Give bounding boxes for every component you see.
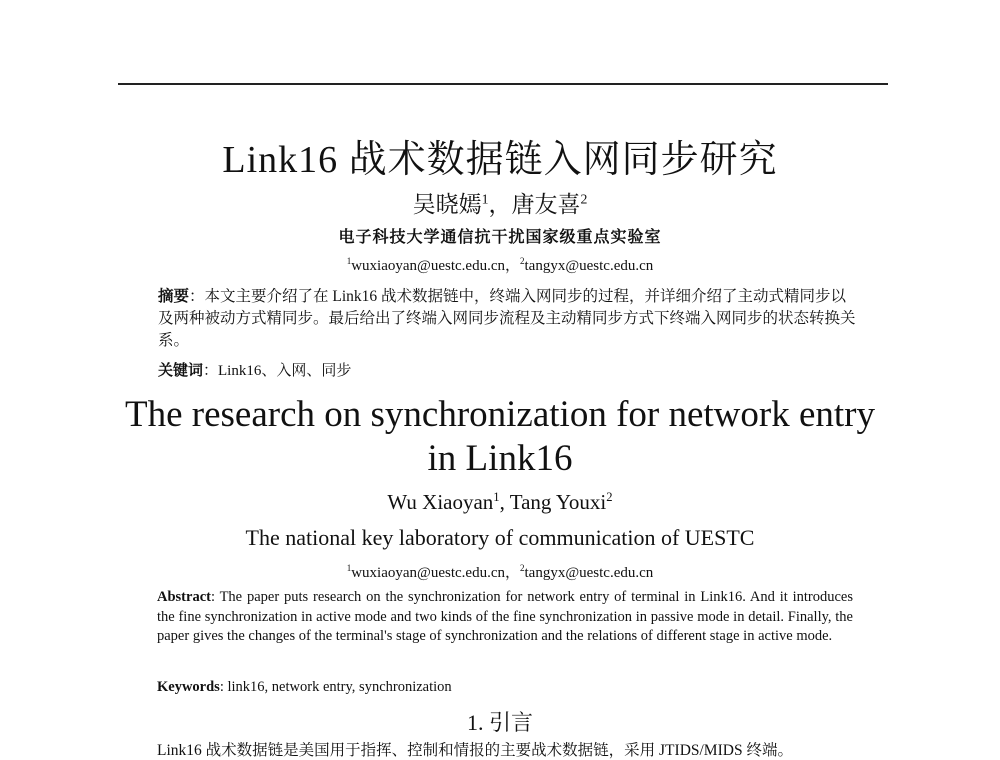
en-author-separator: , (499, 490, 510, 514)
en-abstract-text: : The paper puts research on the synchronization for network entry of terminal in Link16. And it introduces the fine synchronization in active mode and two kinds of the fine synchronization in passive mode in detail. Finally, the paper gives the changes of the terminal's stage of synchronization and the relations of different stage in active mode. (157, 589, 853, 644)
en-author-1: Wu Xiaoyan (387, 490, 494, 514)
chinese-keywords (158, 359, 351, 380)
section-heading: 1. 引言 (466, 710, 533, 735)
en-email-1: wuxiaoyan@uestc.edu.cn (351, 565, 505, 581)
cn-author-2: 唐友喜 (511, 192, 581, 217)
cn-abstract-label: 摘要 (158, 288, 190, 305)
cn-email-1: wuxiaoyan@uestc.edu.cn (351, 258, 505, 274)
english-abstract (157, 588, 853, 647)
header-rule (118, 83, 888, 85)
en-keywords-label: Keywords (157, 679, 220, 695)
en-keywords-text: : link16, network entry, synchronization (219, 679, 452, 695)
english-affiliation: The national key laboratory of communication of UESTC (245, 525, 755, 550)
cn-email-separator: ， (504, 258, 520, 274)
cn-email-1-sup: 1 (346, 256, 352, 266)
english-authors (0, 490, 1000, 515)
cn-keywords-label: 关键词 (158, 363, 204, 379)
chinese-abstract (158, 286, 858, 352)
cn-author-2-sup: 2 (580, 191, 588, 207)
cn-abstract-text: ：本文主要介绍了在 Link16 战术数据链中，终端入网同步的过程，并详细介绍了主动式精同步以及两种被动方式精同步。最后给出了终端入网同步流程及主动精同步方式下终端入网同步的状态转换关系。 (158, 288, 856, 349)
en-email-separator: ， (504, 565, 520, 581)
en-author-2: Tang Youxi (509, 490, 607, 514)
en-email-2: tangyx@uestc.edu.cn (524, 565, 654, 581)
cn-author-1: 吴晓嫣 (412, 192, 482, 217)
english-emails (0, 561, 1000, 582)
cn-email-2-sup: 2 (520, 256, 525, 266)
en-author-2-sup: 2 (606, 490, 613, 504)
en-abstract-label: Abstract (157, 589, 211, 605)
en-email-1-sup: 1 (346, 563, 352, 573)
cn-author-separator: ， (488, 192, 512, 217)
intro-paragraph: Link16 战术数据链是美国用于指挥、控制和情报的主要战术数据链，采用 JTIDS/MIDS 终端。 (157, 742, 793, 759)
chinese-authors (0, 186, 1000, 219)
english-keywords (157, 679, 452, 696)
cn-keywords-text: ：Link16、入网、同步 (203, 363, 352, 379)
english-title-line-1: The research on synchronization for network entry (125, 394, 875, 435)
chinese-title: Link16 战术数据链入网同步研究 (222, 139, 778, 181)
cn-author-1-sup: 1 (481, 191, 489, 207)
en-author-1-sup: 1 (493, 490, 500, 504)
en-email-2-sup: 2 (520, 563, 525, 573)
chinese-affiliation: 电子科技大学通信抗干扰国家级重点实验室 (338, 229, 662, 246)
chinese-emails (0, 254, 1000, 275)
cn-email-2: tangyx@uestc.edu.cn (524, 258, 654, 274)
english-title-line-2: in Link16 (427, 438, 573, 479)
